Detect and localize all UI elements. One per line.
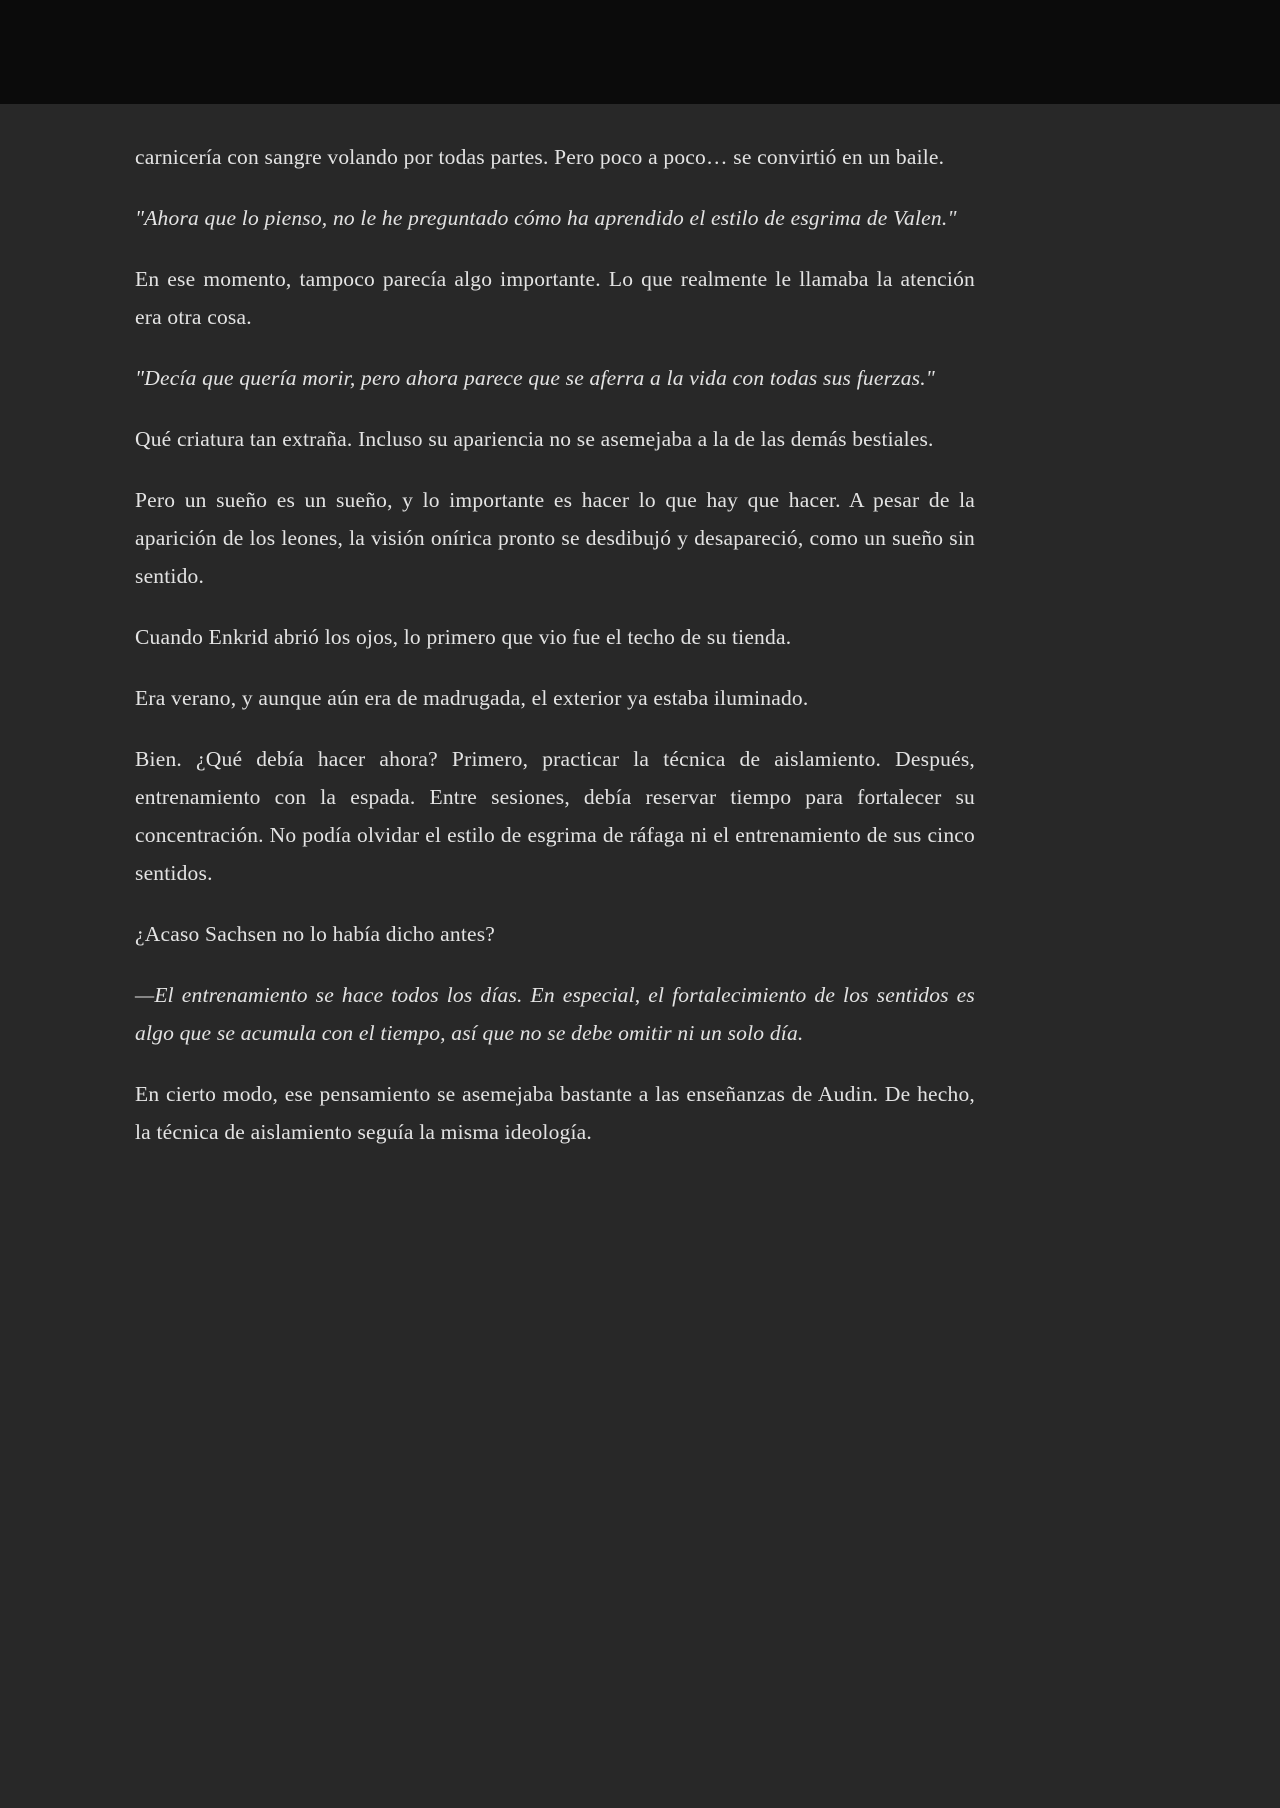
paragraph: "Decía que quería morir, pero ahora parece que se aferra a la vida con todas sus fuerzas." [135, 366, 936, 390]
paragraph: Pero un sueño es un sueño, y lo importante es hacer lo que hay que hacer. A pesar de la aparición de los leones, la visión onírica pronto se desdibujó y desapareció, como un sueño sin sentido. [135, 488, 975, 588]
paragraph: "Ahora que lo pienso, no le he preguntado cómo ha aprendido el estilo de esgrima de Valen." [135, 206, 957, 230]
paragraph: ¿Acaso Sachsen no lo había dicho antes? [135, 922, 496, 946]
paragraph: —El entrenamiento se hace todos los días. En especial, el fortalecimiento de los sentidos es algo que se acumula con el tiempo, así que no se debe omitir ni un solo día. [135, 983, 975, 1045]
paragraph: Era verano, y aunque aún era de madrugada, el exterior ya estaba iluminado. [135, 686, 809, 710]
paragraph: Bien. ¿Qué debía hacer ahora? Primero, practicar la técnica de aislamiento. Después, entrenamiento con la espada. Entre sesiones, debía reservar tiempo para fortalecer su concentración. No podía olvidar el estilo de esgrima de ráfaga ni el entrenamiento de sus cinco sentidos. [135, 747, 975, 885]
paragraph: carnicería con sangre volando por todas partes. Pero poco a poco… se convirtió en un baile. [135, 145, 945, 169]
paragraph: Cuando Enkrid abrió los ojos, lo primero que vio fue el techo de su tienda. [135, 625, 792, 649]
paragraph: Qué criatura tan extraña. Incluso su apariencia no se asemejaba a la de las demás bestiales. [135, 427, 934, 451]
paragraph: En cierto modo, ese pensamiento se asemejaba bastante a las enseñanzas de Audin. De hecho, la técnica de aislamiento seguía la misma ideología. [135, 1082, 975, 1144]
top-black-bar [0, 0, 1280, 104]
paragraph: En ese momento, tampoco parecía algo importante. Lo que realmente le llamaba la atención era otra cosa. [135, 267, 975, 329]
reader-content [0, 104, 975, 1151]
